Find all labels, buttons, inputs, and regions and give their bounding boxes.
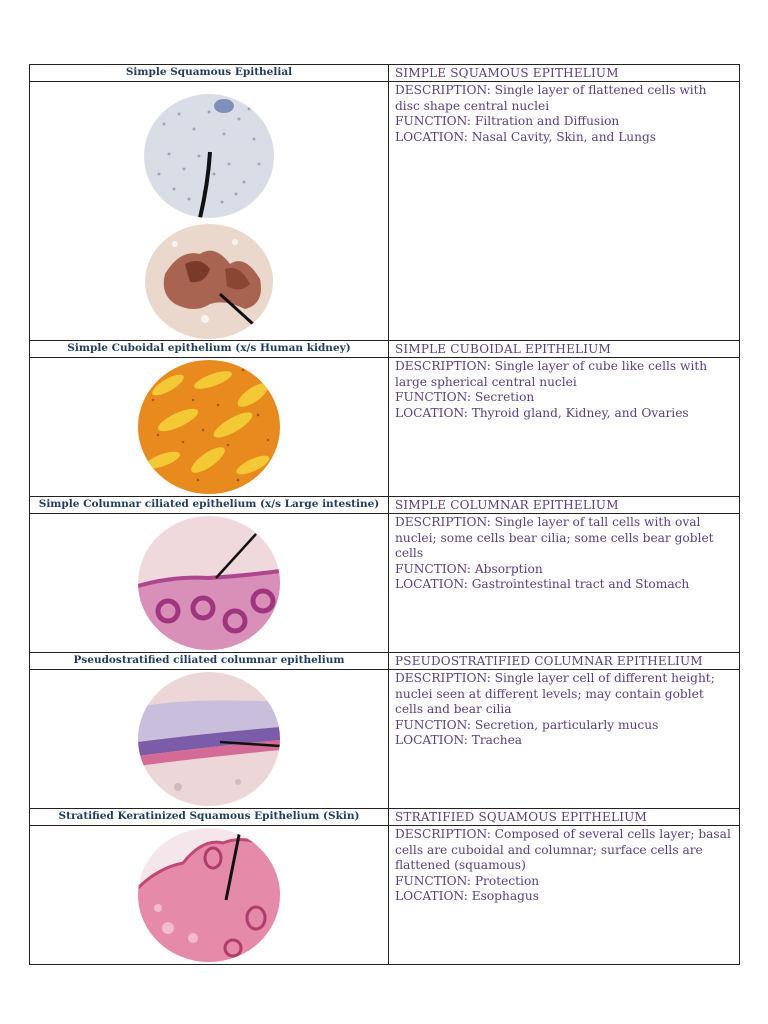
row-1-body	[30, 82, 740, 341]
info-cell-simple-cuboidal	[389, 358, 740, 497]
heading-simple-squamous: SIMPLE SQUAMOUS EPITHELIUM	[389, 65, 740, 82]
caption-simple-columnar: Simple Columnar ciliated epithelium (x/s Large intestine)	[30, 497, 389, 514]
row-3-body	[30, 514, 740, 653]
row-5-body	[30, 826, 740, 965]
caption-simple-squamous: Simple Squamous Epithelial	[30, 65, 389, 82]
row-2-header	[30, 341, 740, 358]
heading-pseudostratified: PSEUDOSTRATIFIED COLUMNAR EPITHELIUM	[389, 653, 740, 670]
image-cell-simple-columnar	[30, 514, 389, 653]
location-pseudostratified: LOCATION: Trachea	[395, 733, 523, 748]
micrograph-squamous-surface	[144, 94, 274, 218]
image-cell-simple-squamous	[30, 82, 389, 341]
heading-simple-cuboidal: SIMPLE CUBOIDAL EPITHELIUM	[389, 341, 740, 358]
description-stratified: DESCRIPTION: Composed of several cells layer; basal cells are cuboidal and columnar; surface cells are flattened (squamous)	[395, 827, 731, 873]
location-simple-cuboidal: LOCATION: Thyroid gland, Kidney, and Ovaries	[395, 405, 689, 420]
row-1-header	[30, 65, 740, 82]
location-simple-squamous: LOCATION: Nasal Cavity, Skin, and Lungs	[395, 129, 657, 144]
epithelium-table-sheet	[29, 64, 739, 965]
micrograph-pseudostratified-trachea	[138, 672, 280, 806]
function-simple-cuboidal: FUNCTION: Secretion	[395, 390, 535, 405]
micrograph-cuboidal-kidney	[138, 360, 280, 494]
heading-stratified: STRATIFIED SQUAMOUS EPITHELIUM	[389, 809, 740, 826]
info-cell-simple-squamous	[389, 82, 740, 341]
row-3-header	[30, 497, 740, 514]
description-simple-squamous: DESCRIPTION: Single layer of flattened cells with disc shape central nuclei	[395, 83, 707, 113]
caption-stratified: Stratified Keratinized Squamous Epithelium (Skin)	[30, 809, 389, 826]
heading-simple-columnar: SIMPLE COLUMNAR EPITHELIUM	[389, 497, 740, 514]
function-stratified: FUNCTION: Protection	[395, 873, 540, 888]
epithelium-table	[29, 64, 740, 965]
row-4-header	[30, 653, 740, 670]
image-cell-simple-cuboidal	[30, 358, 389, 497]
micrograph-squamous-section	[145, 224, 273, 339]
caption-pseudostratified: Pseudostratified ciliated columnar epithelium	[30, 653, 389, 670]
caption-simple-cuboidal: Simple Cuboidal epithelium (x/s Human kidney)	[30, 341, 389, 358]
row-2-body	[30, 358, 740, 497]
function-simple-squamous: FUNCTION: Filtration and Diffusion	[395, 114, 620, 129]
row-5-header	[30, 809, 740, 826]
micrograph-stratified-skin	[138, 828, 280, 962]
micrograph-columnar-intestine	[138, 516, 280, 650]
function-simple-columnar: FUNCTION: Absorption	[395, 561, 543, 576]
image-cell-stratified	[30, 826, 389, 965]
info-cell-pseudostratified	[389, 670, 740, 809]
description-simple-cuboidal: DESCRIPTION: Single layer of cube like cells with large spherical central nuclei	[395, 359, 708, 389]
location-stratified: LOCATION: Esophagus	[395, 889, 539, 904]
function-pseudostratified: FUNCTION: Secretion, particularly mucus	[395, 717, 659, 732]
image-cell-pseudostratified	[30, 670, 389, 809]
description-simple-columnar: DESCRIPTION: Single layer of tall cells with oval nuclei; some cells bear cilia; some cells bear goblet cells	[395, 515, 714, 561]
location-simple-columnar: LOCATION: Gastrointestinal tract and Stomach	[395, 577, 690, 592]
info-cell-simple-columnar	[389, 514, 740, 653]
description-pseudostratified: DESCRIPTION: Single layer cell of different height; nuclei seen at different levels; may contain goblet cells and bear cilia	[395, 671, 715, 717]
row-4-body	[30, 670, 740, 809]
info-cell-stratified	[389, 826, 740, 965]
